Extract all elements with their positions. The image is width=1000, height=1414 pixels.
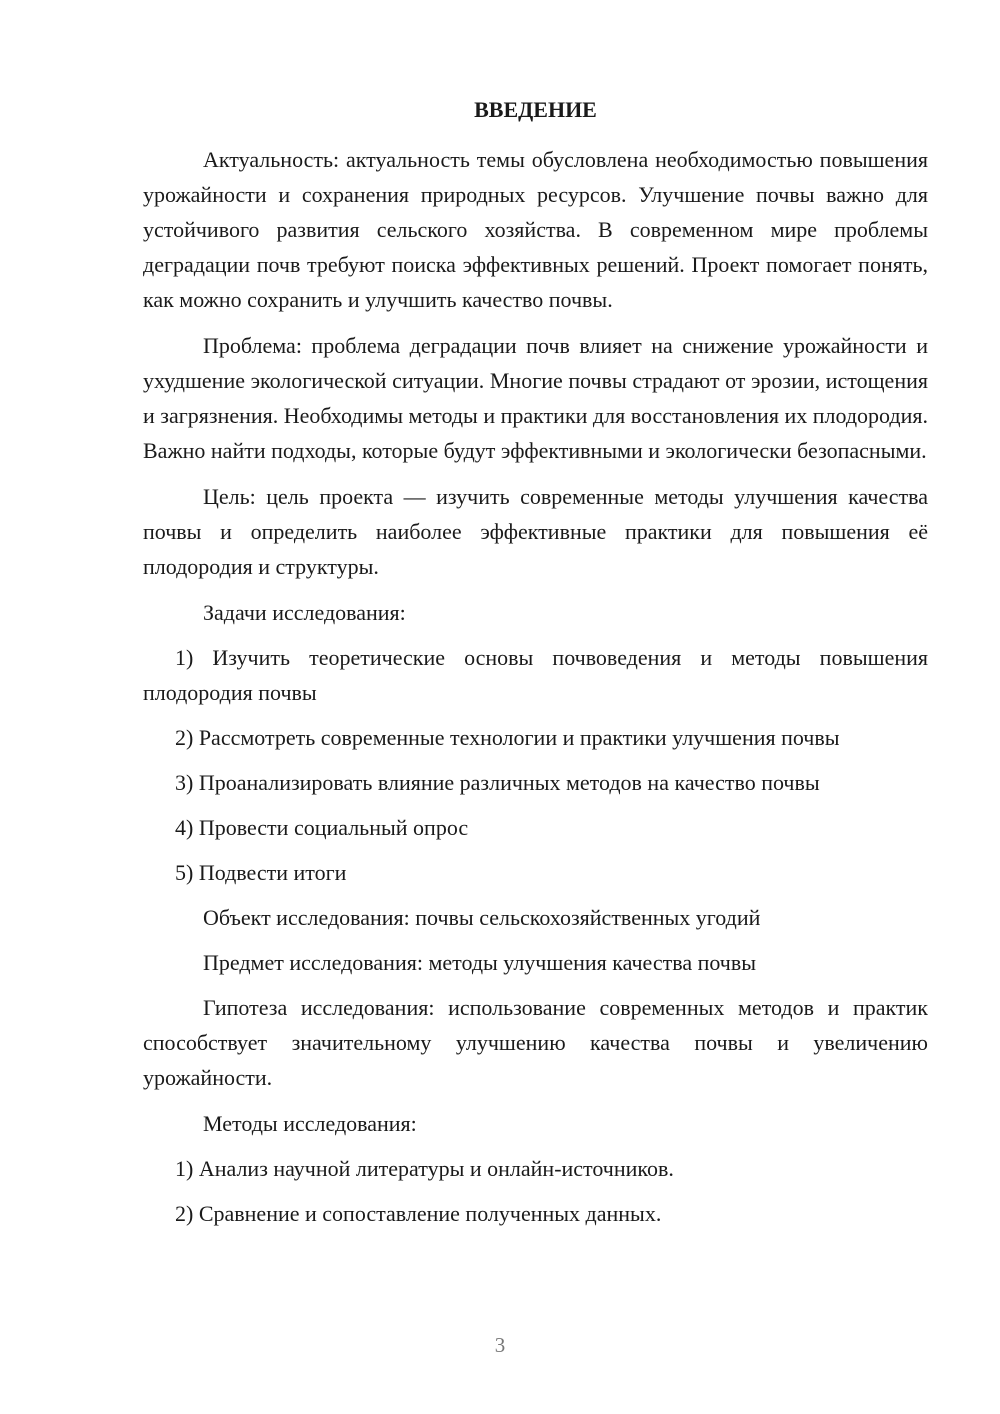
- paragraph-relevance: Актуальность: актуальность темы обусловлена необходимостью повышения урожайности и сохранения природных ресурсов. Улучшение почвы важно для устойчивого развития сельского хозяйства. В современном мире проблемы деградации почв требуют поиска эффективных решений. Проект помогает понять, как можно сохранить и улучшить качество почвы.: [143, 147, 928, 312]
- task-item-2: 2) Рассмотреть современные технологии и практики улучшения почвы: [175, 725, 840, 750]
- tasks-heading: Задачи исследования:: [203, 600, 406, 625]
- task-item-3: 3) Проанализировать влияние различных методов на качество почвы: [175, 770, 820, 795]
- paragraph-hypothesis: Гипотеза исследования: использование современных методов и практик способствует значительному улучшению качества почвы и увеличению урожайности.: [143, 995, 928, 1090]
- paragraph-subject: Предмет исследования: методы улучшения качества почвы: [203, 950, 757, 975]
- method-item-2: 2) Сравнение и сопоставление полученных данных.: [175, 1201, 662, 1226]
- methods-heading: Методы исследования:: [203, 1111, 417, 1136]
- task-item-5: 5) Подвести итоги: [175, 860, 347, 885]
- section-title: ВВЕДЕНИЕ: [474, 97, 597, 122]
- task-item-1: 1) Изучить теоретические основы почвоведения и методы повышения плодородия почвы: [143, 645, 928, 705]
- paragraph-problem: Проблема: проблема деградации почв влияет на снижение урожайности и ухудшение экологической ситуации. Многие почвы страдают от эрозии, истощения и загрязнения. Необходимы методы и практики для восстановления их плодородия. Важно найти подходы, которые будут эффективными и экологически безопасными.: [143, 333, 928, 463]
- paragraph-goal: Цель: цель проекта — изучить современные методы улучшения качества почвы и определить наиболее эффективные практики для повышения её плодородия и структуры.: [143, 484, 928, 579]
- paragraph-object: Объект исследования: почвы сельскохозяйственных угодий: [203, 905, 761, 930]
- document-page: [143, 94, 928, 1241]
- page-number: 3: [494, 1333, 506, 1357]
- task-item-4: 4) Провести социальный опрос: [175, 815, 469, 840]
- method-item-1: 1) Анализ научной литературы и онлайн-источников.: [175, 1156, 674, 1181]
